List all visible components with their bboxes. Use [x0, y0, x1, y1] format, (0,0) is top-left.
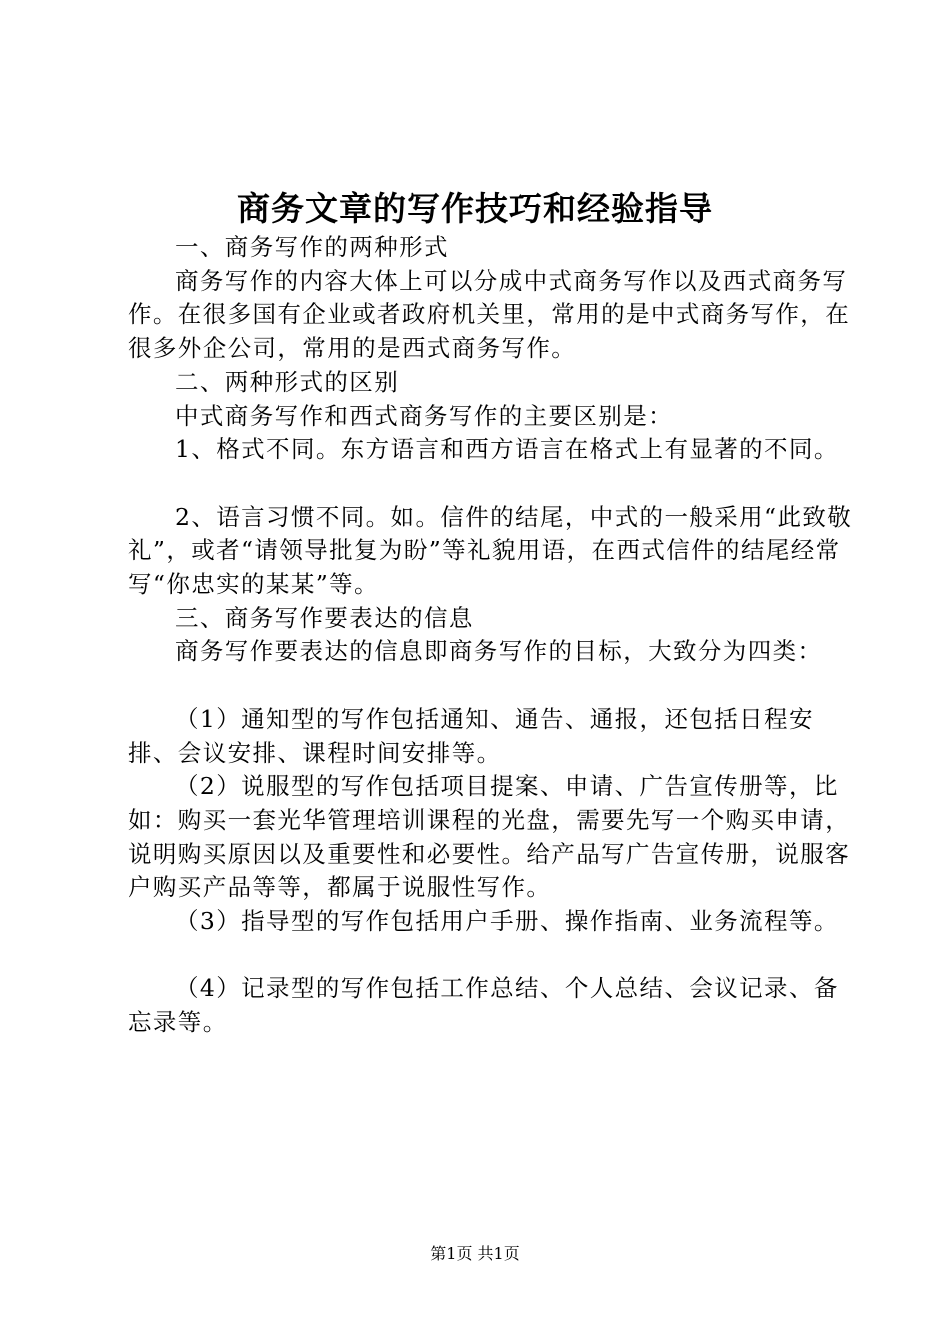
list-item-record: （4）记录型的写作包括工作总结、个人总结、会议记录、备忘录等。 [128, 974, 839, 1037]
document-title: 商务文章的写作技巧和经验指导 [237, 189, 713, 228]
list-item-language: 2、语言习惯不同。如。信件的结尾，中式的一般采用“此致敬礼”，或者“请领导批复为盼”等礼貌用语，在西式信件的结尾经常写“你忠实的某某”等。 [128, 502, 853, 599]
list-item-persuasive: （2）说服型的写作包括项目提案、申请、广告宣传册等，比如：购买一套光华管理培训课程的光盘，需要先写一个购买申请，说明购买原因以及重要性和必要性。给产品写广告宣传册，说服客户购买产品等等，都属于说服性写作。 [128, 772, 851, 902]
paragraph-two-forms: 商务写作的内容大体上可以分成中式商务写作以及西式商务写作。在很多国有企业或者政府机关里，常用的是中式商务写作，在很多外企公司，常用的是西式商务写作。 [128, 266, 851, 363]
document-body [128, 231, 853, 1040]
page-number: 第1页 共1页 [430, 1244, 520, 1263]
list-item-format: 1、格式不同。东方语言和西方语言在格式上有显著的不同。 [175, 435, 839, 464]
list-item-instructional: （3）指导型的写作包括用户手册、操作指南、业务流程等。 [175, 907, 839, 936]
paragraph-main-difference: 中式商务写作和西式商务写作的主要区别是： [175, 401, 673, 430]
paragraph-four-types: 商务写作要表达的信息即商务写作的目标，大致分为四类： [175, 637, 823, 666]
list-item-notification: （1）通知型的写作包括通知、通告、通报，还包括日程安排、会议安排、课程时间安排等。 [128, 704, 814, 767]
section-heading-1: 一、商务写作的两种形式 [175, 233, 449, 261]
section-heading-2: 二、两种形式的区别 [175, 367, 400, 396]
section-heading-3: 三、商务写作要表达的信息 [175, 603, 474, 632]
